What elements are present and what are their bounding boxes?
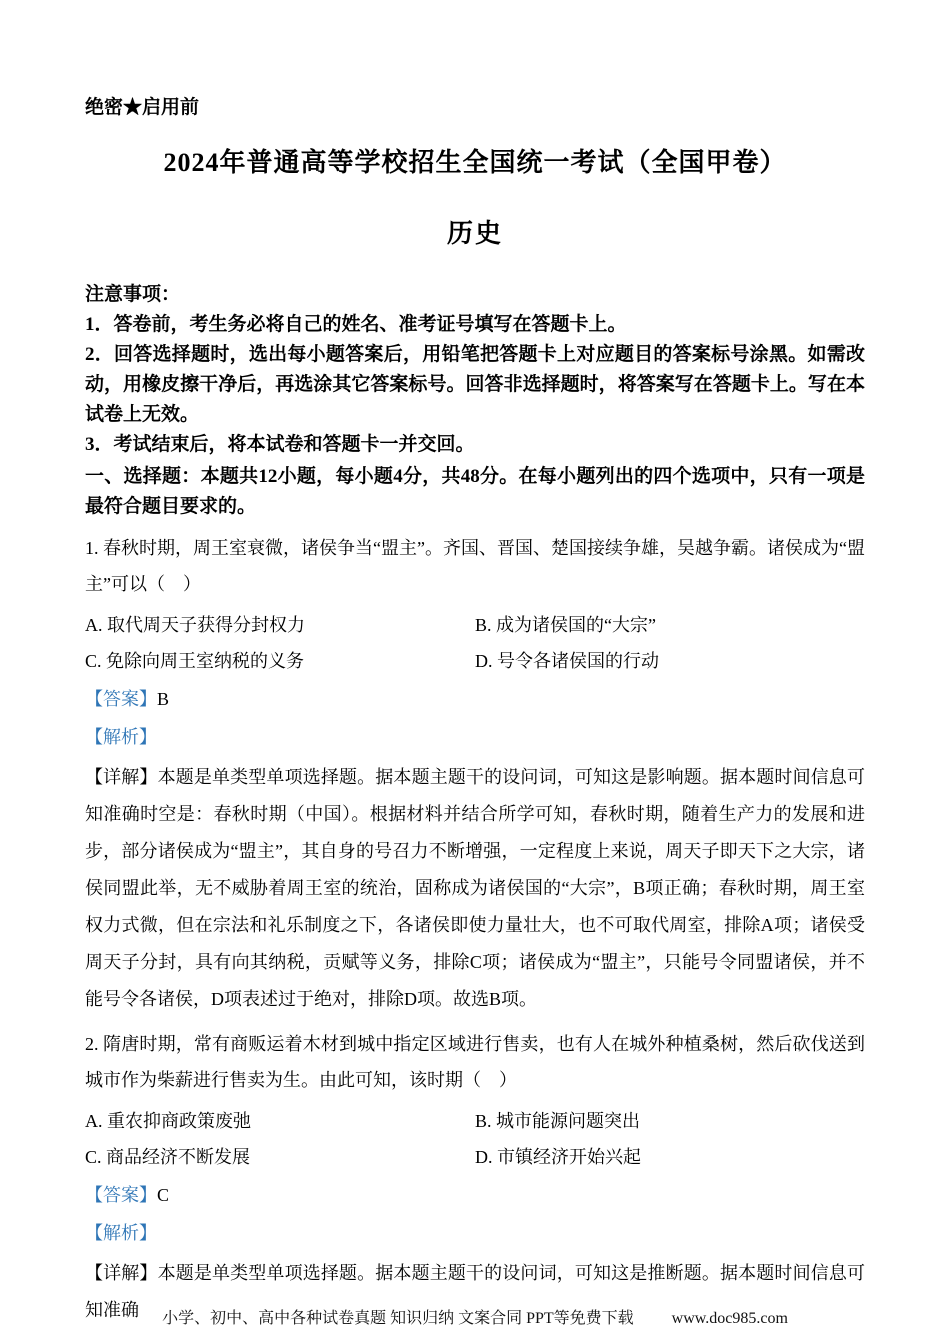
- analysis-label: 【解析】: [85, 727, 157, 747]
- question-2: [85, 1026, 865, 1329]
- notice-heading: 注意事项：: [85, 284, 181, 305]
- question-1-analysis-line: [85, 726, 865, 749]
- subject-title: 历史: [446, 219, 503, 248]
- detail-label: 【详解】: [85, 1263, 158, 1283]
- question-2-option-c: C. 商品经济不断发展: [85, 1147, 251, 1167]
- question-2-options: [85, 1110, 865, 1169]
- question-1-option-c: C. 免除向周王室纳税的义务: [85, 651, 305, 671]
- question-1-detail: [85, 759, 865, 1018]
- question-1-answer-line: [85, 688, 865, 711]
- detail-label: 【详解】: [85, 767, 158, 787]
- footer: [0, 1305, 950, 1328]
- footer-url: www.doc985.com: [671, 1310, 788, 1327]
- answer-value: B: [157, 689, 170, 709]
- detail-text: 本题是单类型单项选择题。据本题主题干的设问词，可知这是推断题。据本题时间信息可知准确: [85, 1263, 866, 1320]
- answer-label: 【答案】: [85, 689, 157, 709]
- exam-title: 2024年普通高等学校招生全国统一考试（全国甲卷）: [163, 148, 787, 177]
- answer-value: C: [157, 1185, 170, 1205]
- analysis-label: 【解析】: [85, 1223, 157, 1243]
- question-1-option-a: A. 取代周天子获得分封权力: [85, 615, 305, 635]
- question-2-stem: 2. 隋唐时期，常有商贩运着木材到城中指定区域进行售卖，也有人在城外种植桑树，然后砍伐送到城市作为柴薪进行售卖为生。由此可知，该时期（ ）: [85, 1034, 865, 1090]
- section-heading: 一、选择题：本题共12小题，每小题4分，共48分。在每小题列出的四个选项中，只有一项是最符合题目要求的。: [85, 466, 865, 517]
- question-1-option-d: D. 号令各诸侯国的行动: [475, 651, 659, 671]
- question-1-options: [85, 614, 865, 673]
- footer-text: 小学、初中、高中各种试卷真题 知识归纳 文案合同 PPT等免费下载: [162, 1310, 634, 1327]
- question-2-analysis-line: [85, 1222, 865, 1245]
- question-1-option-b: B. 成为诸侯国的“大宗”: [475, 615, 656, 635]
- question-1: [85, 530, 865, 1018]
- question-2-option-a: A. 重农抑商政策废弛: [85, 1111, 251, 1131]
- notice-item-1: 1．答卷前，考生务必将自己的姓名、准考证号填写在答题卡上。: [85, 314, 627, 335]
- notice-item-2: 2．回答选择题时，选出每小题答案后，用铅笔把答题卡上对应题目的答案标号涂黑。如需改动，用橡皮擦干净后，再选涂其它答案标号。回答非选择题时，将答案写在答题卡上。写在本试卷上无效。: [85, 344, 865, 425]
- detail-text: 本题是单类型单项选择题。据本题主题干的设问词，可知这是影响题。据本题时间信息可知准确时空是：春秋时期（中国）。根据材料并结合所学可知，春秋时期，随着生产力的发展和进步，部分诸侯成为“盟主”，其自身的号召力不断增强，一定程度上来说，周天子即天下之大宗，诸侯同盟此举，无不威胁着周王室的统治，固称成为诸侯国的“大宗”，B项正确；春秋时期，周王室权力式微，但在宗法和礼乐制度之下，各诸侯即使力量壮大，也不可取代周室，排除A项；诸侯受周天子分封，具有向其纳税，贡赋等义务，排除C项；诸侯成为“盟主”，只能号令同盟诸侯，并不能号令各诸侯，D项表述过于绝对，排除D项。故选B项。: [85, 767, 866, 1009]
- answer-label: 【答案】: [85, 1185, 157, 1205]
- question-2-option-d: D. 市镇经济开始兴起: [475, 1147, 641, 1167]
- question-2-answer-line: [85, 1184, 865, 1207]
- question-2-option-b: B. 城市能源问题突出: [475, 1111, 641, 1131]
- question-1-stem: 1. 春秋时期，周王室衰微，诸侯争当“盟主”。齐国、晋国、楚国接续争雄，吴越争霸。诸侯成为“盟主”可以（ ）: [85, 538, 865, 594]
- notice-item-3: 3．考试结束后，将本试卷和答题卡一并交回。: [85, 434, 475, 455]
- security-marking: 绝密★启用前: [85, 97, 200, 118]
